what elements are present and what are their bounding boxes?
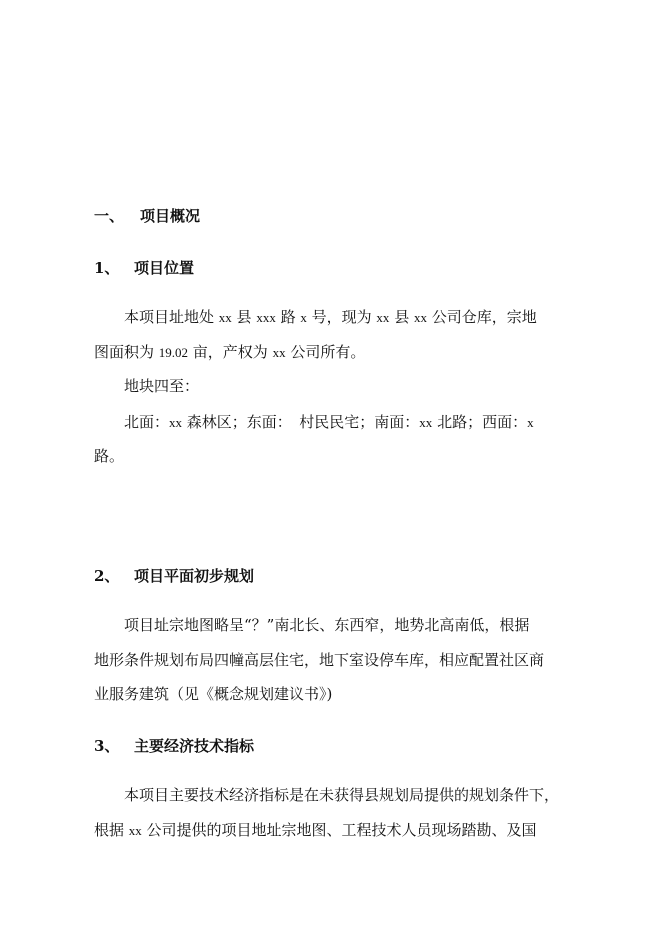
subsection-title: 项目位置 [134,259,195,277]
subsection-title: 主要经济技术指标 [134,737,255,755]
text-run: xx [376,310,390,325]
text-run: 县 [389,308,414,326]
paragraph-line: 路。 [94,447,125,465]
text-run: xx [272,345,286,360]
text-run: 本项目址地处 [124,308,219,326]
text-run: xx [419,415,433,430]
text-run: x [527,415,534,430]
subsection-number: 2、 [94,567,120,585]
subsection-number: 3、 [94,737,120,755]
paragraph-line: 业服务建筑（见《概念规划建议书》) [94,685,333,703]
paragraph-line [124,412,534,433]
text-run: 19.02 [158,345,189,360]
text-run: 森林区；东面： 村民民宅；南面： [182,413,420,431]
text-run: 亩，产权为 [188,343,273,361]
text-run: 号，现为 [306,308,377,326]
subsection-number: 1、 [94,259,120,277]
text-run: 根据 [94,821,129,839]
paragraph-line: 地块四至： [124,377,200,395]
text-run: xx [218,310,232,325]
paragraph-line [94,342,365,363]
text-run: 县 [231,308,257,326]
text-run: xx [413,310,427,325]
paragraph-line: 项目址宗地图略呈“？”南北长、东西窄，地势北高南低，根据 [124,616,530,634]
subsection-heading [94,736,255,756]
paragraph-line [94,820,537,841]
subsection-title: 项目平面初步规划 [134,567,255,585]
subsection-heading [94,566,255,586]
section-heading [94,206,201,226]
text-run: 公司所有。 [285,343,366,361]
subsection-heading [94,258,195,278]
text-run: xx [128,823,142,838]
text-run: 图面积为 [94,343,159,361]
text-run: xx [169,415,183,430]
paragraph-line [124,307,537,328]
text-run: 公司仓库，宗地 [426,308,537,326]
text-run: 北路；西面： [432,413,528,431]
text-run: 公司提供的项目地址宗地图、工程技术人员现场踏勘、及国 [141,821,537,839]
paragraph-line: 地形条件规划布局四幢高层住宅，地下室设停车库，相应配置社区商 [94,651,545,669]
text-run: 北面： [124,413,170,431]
text-run: 路 [275,308,301,326]
text-run: xxx [256,310,276,325]
section-number: 一、 [94,207,125,225]
text-run: x [300,310,307,325]
section-title: 项目概况 [140,207,201,225]
paragraph-line: 本项目主要技术经济指标是在未获得县规划局提供的规划条件下， [124,786,560,804]
